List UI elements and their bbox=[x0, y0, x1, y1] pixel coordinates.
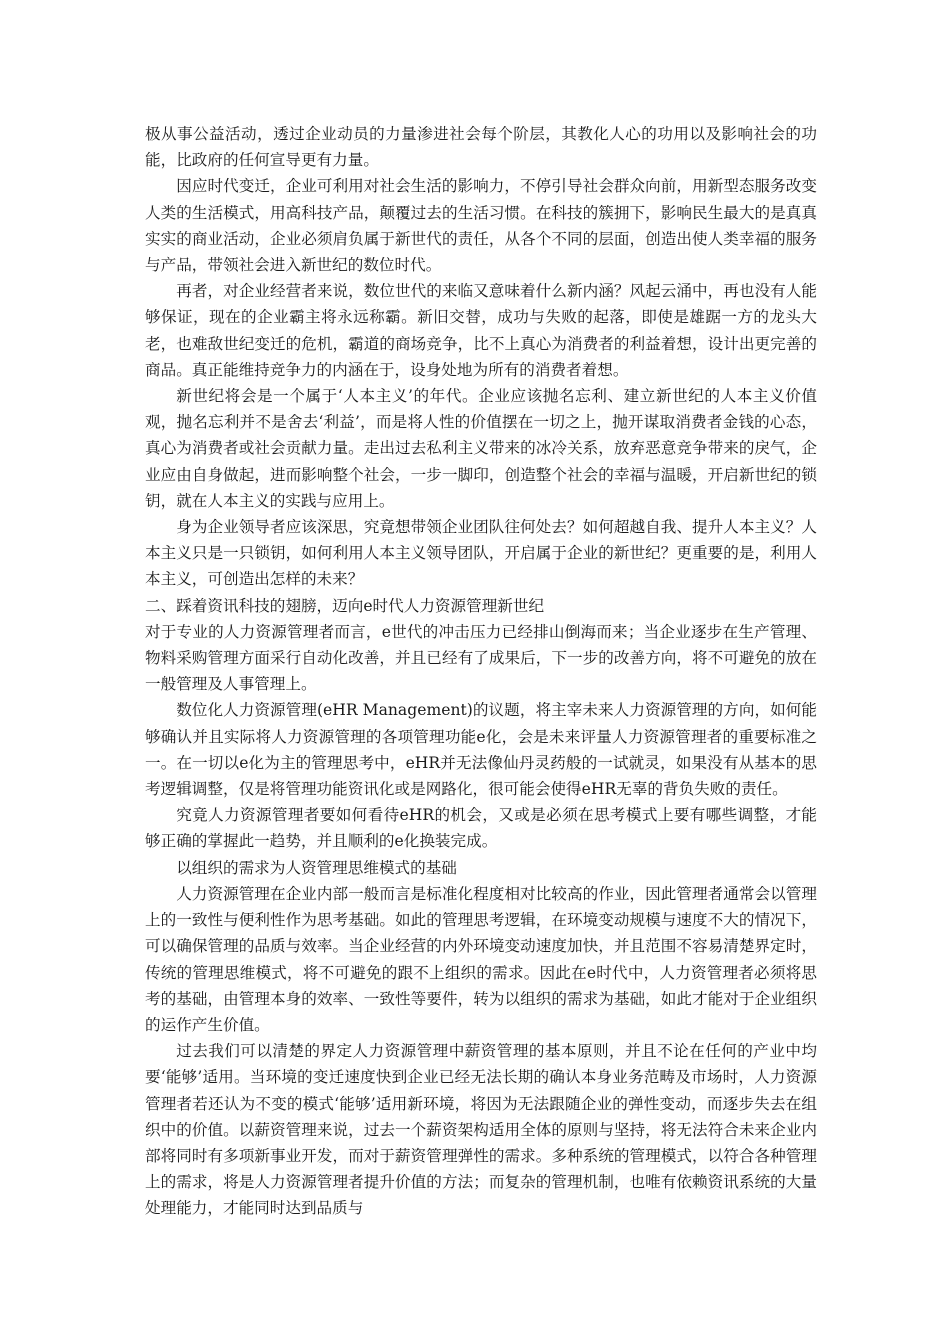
paragraph-continued: 极从事公益活动，透过企业动员的力量渗进社会每个阶层，其教化人心的功用以及影响社会的功能，比政府的任何宣导更有力量。 bbox=[145, 125, 817, 170]
paragraph: 对于专业的人力资源管理者而言，e世代的冲击压力已经排山倒海而来；当企业逐步在生产管理、物料采购管理方面采行自动化改善，并且已经有了成果后，下一步的改善方向，将不可避免的放在一般管理及人事管理上。 bbox=[145, 622, 817, 694]
paragraph: 再者，对企业经营者来说，数位世代的来临又意味着什么新内涵？风起云涌中，再也没有人能够保证，现在的企业霸主将永远称霸。新旧交替，成功与失败的起落，即使是雄踞一方的龙头大老，也难敌世纪变迁的危机，霸道的商场竞争，比不上真心为消费者的利益着想，设计出更完善的商品。真正能维持竞争力的内涵在于，设身处地为所有的消费者着想。 bbox=[145, 282, 817, 379]
subsection-heading: 以组织的需求为人资管理思维模式的基础 bbox=[176, 858, 457, 877]
paragraph: 数位化人力资源管理(eHR Management)的议题，将主宰未来人力资源管理的方向，如何能够确认并且实际将人力资源管理的各项管理功能e化，会是未来评量人力资源管理者的重要标准之一。在一切以e化为主的管理思考中，eHR并无法像仙丹灵药般的一试就灵，如果没有从基本的思考逻辑调整，仅是将管理功能资讯化或是网路化，很可能会使得eHR无辜的背负失败的责任。 bbox=[145, 701, 817, 799]
section-heading: 二、踩着资讯科技的翅膀，迈向e时代人力资源管理新世纪 bbox=[145, 596, 545, 615]
paragraph: 究竟人力资源管理者要如何看待eHR的机会，又或是必须在思考模式上要有哪些调整，才能够正确的掌握此一趋势，并且顺利的e化换装完成。 bbox=[145, 806, 817, 851]
paragraph: 因应时代变迁，企业可利用对社会生活的影响力，不停引导社会群众向前，用新型态服务改变人类的生活模式，用高科技产品，颠覆过去的生活习惯。在科技的簇拥下，影响民生最大的是真真实实的商业活动，企业必须肩负属于新世代的责任，从各个不同的层面，创造出使人类幸福的服务与产品，带领社会进入新世纪的数位时代。 bbox=[145, 177, 817, 275]
paragraph: 过去我们可以清楚的界定人力资源管理中薪资管理的基本原则，并且不论在任何的产业中均要‘能够’适用。当环境的变迁速度快到企业已经无法长期的确认本身业务范畴及市场时，人力资源管理者若还认为不变的模式‘能够’适用新环境，将因为无法跟随企业的弹性变动，而逐步失去在组织中的价值。以薪资管理来说，过去一个薪资架构适用全体的原则与坚持，将无法符合未来企业内部将同时有多项新事业开发，而对于薪资管理弹性的需求。多种系统的管理模式，以符合各种管理上的需求，将是人力资源管理者提升价值的方法；而复杂的管理机制，也唯有依赖资讯系统的大量处理能力，才能同时达到品质与 bbox=[145, 1042, 817, 1218]
paragraph: 新世纪将会是一个属于‘人本主义’的年代。企业应该抛名忘利、建立新世纪的人本主义价值观，抛名忘利并不是舍去‘利益’，而是将人性的价值摆在一切之上，抛开谋取消费者金钱的心态，真心为消费者或社会贡献力量。走出过去私利主义带来的冰冷关系，放弃恶意竞争带来的戾气，企业应由自身做起，进而影响整个社会，一步一脚印，创造整个社会的幸福与温暖，开启新世纪的锁钥，就在人本主义的实践与应用上。 bbox=[145, 387, 817, 510]
paragraph: 身为企业领导者应该深思，究竟想带领企业团队往何处去？如何超越自我、提升人本主义？人本主义只是一只锁钥，如何利用人本主义领导团队，开启属于企业的新世纪？更重要的是，利用人本主义，可创造出怎样的未来？ bbox=[145, 518, 817, 589]
document-body bbox=[145, 121, 817, 1222]
paragraph: 人力资源管理在企业内部一般而言是标准化程度相对比较高的作业，因此管理者通常会以管理上的一致性与便利性作为思考基础。如此的管理思考逻辑，在环境变动规模与速度不大的情况下，可以确保管理的品质与效率。当企业经营的内外环境变动速度加快，并且范围不容易清楚界定时，传统的管理思维模式，将不可避免的跟不上组织的需求。因此在e时代中，人力资管理者必须将思考的基础，由管理本身的效率、一致性等要件，转为以组织的需求为基础，如此才能对于企业组织的运作产生价值。 bbox=[145, 884, 817, 1034]
